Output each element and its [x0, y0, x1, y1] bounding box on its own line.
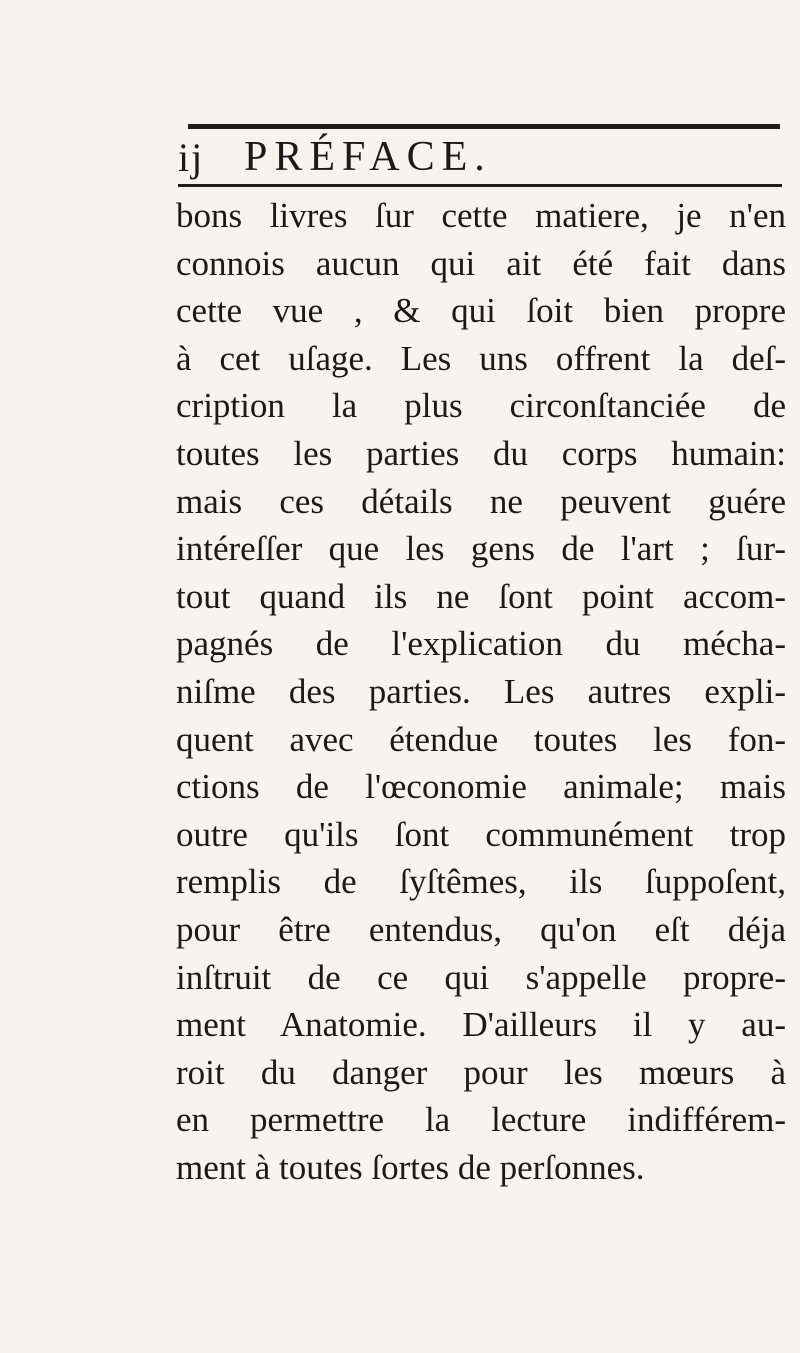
text-line: bons livres ſur cette matiere, je n'en	[176, 196, 786, 235]
text-line: pagnés de l'explication du mécha-	[176, 624, 786, 664]
text-line: roit du danger pour les mœurs à	[176, 1052, 786, 1092]
text-line: tout quand ils ne ſont point accom-	[176, 576, 786, 616]
text-line: en permettre la lecture indifférem-	[176, 1100, 786, 1140]
running-head: PRÉFACE.	[244, 134, 492, 180]
page-number: ij	[178, 135, 205, 180]
text-line: ment Anatomie. D'ailleurs il y au-	[176, 1005, 786, 1045]
text-line: inſtruit de ce qui s'appelle propre-	[176, 957, 786, 997]
header-rule	[178, 184, 782, 187]
text-line: quent avec étendue toutes les fon-	[176, 719, 786, 759]
text-line: remplis de ſyſtêmes, ils ſuppoſent,	[176, 862, 786, 902]
body-text	[176, 192, 786, 1191]
text-line: mais ces détails ne peuvent guére	[176, 481, 786, 521]
text-line: toutes les parties du corps humain:	[176, 433, 786, 473]
text-line: connois aucun qui ait été fait dans	[176, 243, 786, 283]
top-rule	[188, 124, 780, 129]
text-line: niſme des parties. Les autres expli-	[176, 671, 786, 711]
text-line: ment à toutes ſortes de perſonnes.	[176, 1147, 645, 1187]
text-line: intéreſſer que les gens de l'art ; ſur-	[176, 529, 786, 569]
page-header	[178, 132, 782, 192]
text-line: ctions de l'œconomie animale; mais	[176, 767, 786, 807]
text-line: cription la plus circonſtanciée de	[176, 386, 786, 426]
text-line: outre qu'ils ſont communément trop	[176, 814, 786, 854]
text-line: pour être entendus, qu'on eſt déja	[176, 909, 786, 949]
text-line: cette vue , & qui ſoit bien propre	[176, 291, 786, 331]
text-line: à cet uſage. Les uns offrent la deſ-	[176, 338, 786, 378]
